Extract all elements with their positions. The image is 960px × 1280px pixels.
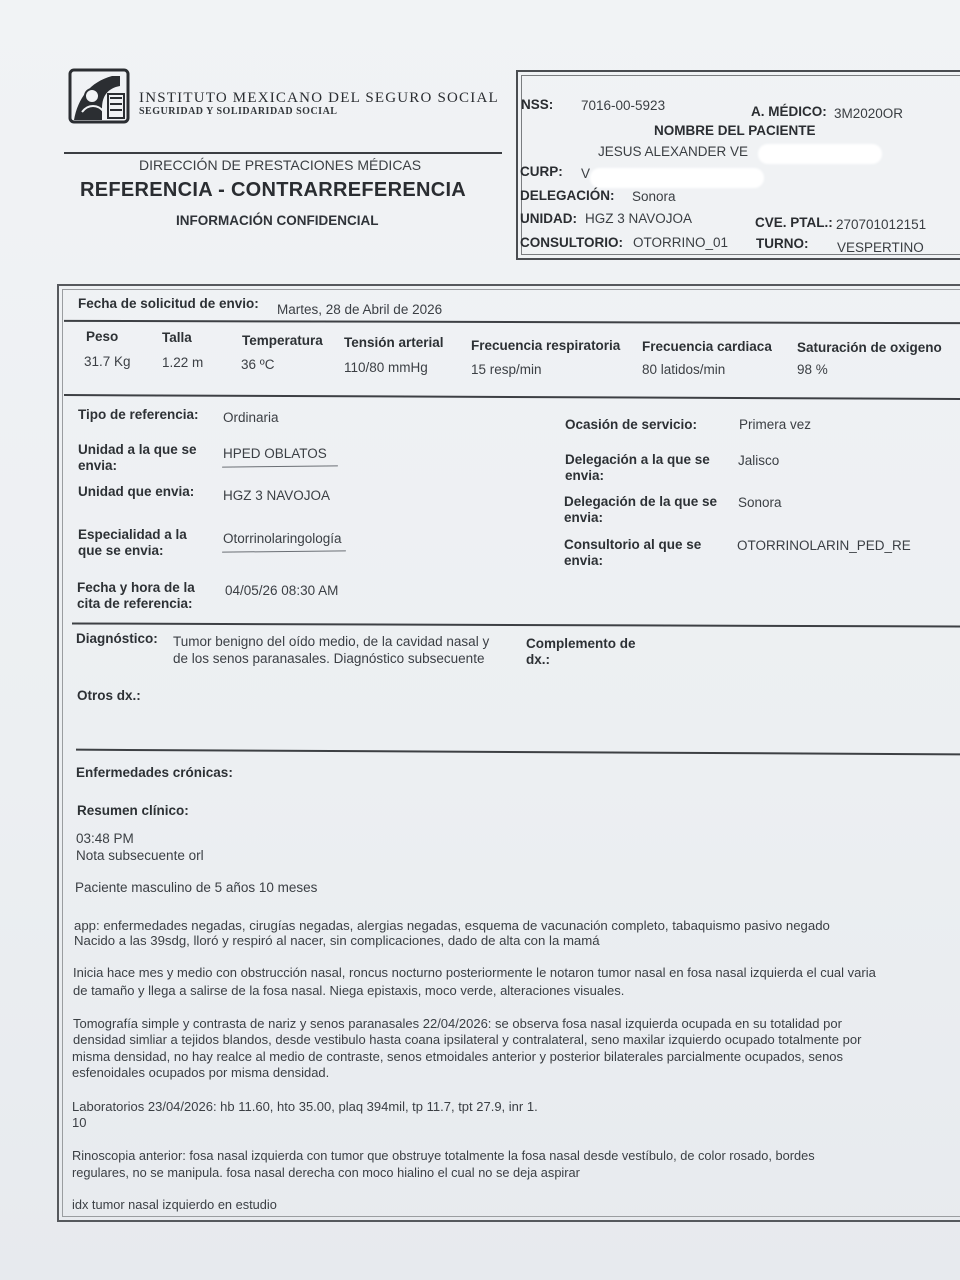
talla-label: Talla [162, 330, 192, 345]
institution-subtitle: SEGURIDAD Y SOLIDARIDAD SOCIAL [139, 106, 338, 117]
nota-hora: 03:48 PM [76, 831, 134, 846]
medico-label: A. MÉDICO: [751, 104, 827, 119]
paciente-desc: Paciente masculino de 5 años 10 meses [75, 880, 318, 895]
nss-value: 7016-00-5923 [581, 98, 666, 113]
solicitud-value: Martes, 28 de Abril de 2026 [277, 302, 443, 317]
unidad-envia-value: HGZ 3 NAVOJOA [223, 488, 331, 503]
app-line-1: app: enfermedades negadas, cirugías negadas, alergias negadas, esquema de vacunación completo, tabaquismo pasivo negado [74, 918, 830, 933]
document-title: REFERENCIA - CONTRARREFERENCIA [80, 179, 467, 201]
medico-value: 3M2020OR [834, 106, 904, 121]
complemento-label: Complemento de [526, 636, 636, 651]
peso-label: Peso [86, 329, 119, 344]
talla-value: 1.22 m [162, 355, 204, 370]
patient-name-label: NOMBRE DEL PACIENTE [654, 123, 816, 138]
tomografia-line-4: esfenoidales ocupados por misma densidad. [72, 1065, 330, 1080]
tension-value: 110/80 mmHg [344, 360, 428, 375]
otros-dx-label: Otros dx.: [77, 688, 141, 703]
temperatura-value: 36 ºC [241, 357, 275, 372]
delegacion-label: DELEGACIÓN: [520, 188, 615, 203]
patient-name-value: JESUS ALEXANDER VE [598, 144, 749, 159]
unidad-value: HGZ 3 NAVOJOA [585, 211, 693, 226]
unidad-label: UNIDAD: [520, 211, 577, 226]
frec-card-value: 80 latidos/min [642, 362, 726, 377]
tomografia-line-1: Tomografía simple y contrasta de nariz y senos paranasales 22/04/2026: se observa fosa nasal izquierda ocupada en su totalidad por [73, 1016, 842, 1031]
direccion-heading: DIRECCIÓN DE PRESTACIONES MÉDICAS [139, 157, 422, 173]
consultorio-value: OTORRINO_01 [633, 235, 729, 250]
idx-line: idx tumor nasal izquierdo en estudio [72, 1197, 277, 1212]
tipo-ref-value: Ordinaria [223, 410, 279, 425]
nota-tipo: Nota subsecuente orl [76, 848, 204, 863]
turno-label: TURNO: [756, 236, 809, 251]
tipo-ref-label: Tipo de referencia: [78, 407, 199, 422]
ocasion-label: Ocasión de servicio: [565, 417, 698, 432]
deleg-envia-a-value: Jalisco [738, 453, 780, 468]
institution-name: INSTITUTO MEXICANO DEL SEGURO SOCIAL [139, 90, 499, 106]
deleg-envia-label: Delegación de la que se envia: [564, 494, 718, 525]
inicia-line-2: de tamaño y llega a salirse de la fosa nasal. Niega epistaxis, moco verde, alteraciones visuales. [73, 983, 625, 998]
rinoscopia-line-1: Rinoscopia anterior: fosa nasal izquierda con tumor que obstruye totalmente la fosa nasal desde vestíbulo, de color rosado, bordes [72, 1148, 815, 1163]
diagnostico-label: Diagnóstico: [76, 631, 158, 646]
inicia-line-1: Inicia hace mes y medio con obstrucción nasal, roncus nocturno posteriormente le notaron tumor nasal en fosa nasal izquierda el cual varia [73, 965, 876, 980]
cve-ptal-value: 270701012151 [836, 217, 927, 232]
laboratorios-line-1: Laboratorios 23/04/2026: hb 11.60, hto 35.00, plaq 394mil, tp 11.7, tpt 27.9, inr 1. [72, 1099, 538, 1114]
resumen-label: Resumen clínico: [77, 803, 189, 818]
unidad-envia-a-label: Unidad a la que se envia: [78, 442, 197, 473]
deleg-envia-a-label: Delegación a la que se envia: [565, 452, 710, 483]
frec-resp-value: 15 resp/min [471, 362, 542, 377]
confidential-label: INFORMACIÓN CONFIDENCIAL [176, 213, 379, 228]
cita-label: Fecha y hora de la cita de referencia: [77, 580, 195, 611]
diagnostico-line-1: Tumor benigno del oído medio, de la cavidad nasal y [173, 634, 490, 649]
delegacion-value: Sonora [632, 189, 676, 204]
saturacion-value: 98 % [797, 362, 828, 377]
unidad-envia-label: Unidad que envia: [78, 484, 195, 499]
tension-label: Tensión arterial [344, 335, 444, 350]
unidad-envia-a-value: HPED OBLATOS [223, 446, 327, 461]
curp-value: V [581, 166, 591, 181]
curp-redaction [590, 168, 764, 188]
name-redaction [758, 144, 882, 164]
deleg-envia-value: Sonora [738, 495, 782, 510]
header-divider [64, 152, 502, 154]
turno-value: VESPERTINO [837, 240, 924, 255]
peso-value: 31.7 Kg [84, 354, 131, 369]
consultorio-label: CONSULTORIO: [520, 235, 623, 250]
diagnostico-line-2: de los senos paranasales. Diagnóstico subsecuente [173, 651, 485, 666]
consultorio-envia-value: OTORRINOLARIN_PED_RE [737, 538, 911, 553]
cita-value: 04/05/26 08:30 AM [225, 583, 339, 598]
especialidad-value: Otorrinolaringología [223, 531, 342, 546]
imss-logo-icon [68, 68, 130, 124]
nss-label: NSS: [521, 97, 554, 112]
curp-label: CURP: [520, 164, 563, 179]
rinoscopia-line-2: regulares, no se manipula. fosa nasal derecha con moco hialino el cual no se deja aspirar [72, 1165, 580, 1180]
tomografia-line-3: misma densidad, no hay realce al medio de contraste, senos etmoidales anterior y posterior bilaterales parcialmente ocupados, senos [72, 1049, 844, 1064]
complemento-label-cont: dx.: [526, 652, 551, 667]
temperatura-label: Temperatura [242, 333, 323, 348]
frec-resp-label: Frecuencia respiratoria [471, 338, 621, 353]
tomografia-line-2: densidad simliar a tejidos blandos, desde vestibulo hasta coana ipsilateral y contralateral, seno maxilar izquierdo ocupado totalmente por [73, 1032, 862, 1047]
cve-ptal-label: CVE. PTAL.: [755, 215, 833, 230]
cronicas-label: Enfermedades crónicas: [76, 765, 233, 780]
consultorio-envia-label: Consultorio al que se envia: [564, 537, 702, 568]
app-line-2: Nacido a las 39sdg, lloró y respiró al nacer, sin complicaciones, dado de alta con la mamá [74, 933, 600, 948]
laboratorios-line-2: 10 [72, 1115, 87, 1130]
saturacion-label: Saturación de oxigeno [797, 340, 942, 355]
ocasion-value: Primera vez [739, 417, 812, 432]
frec-card-label: Frecuencia cardiaca [642, 339, 772, 354]
solicitud-label: Fecha de solicitud de envio: [78, 296, 259, 311]
especialidad-label: Especialidad a la que se envia: [78, 527, 187, 558]
